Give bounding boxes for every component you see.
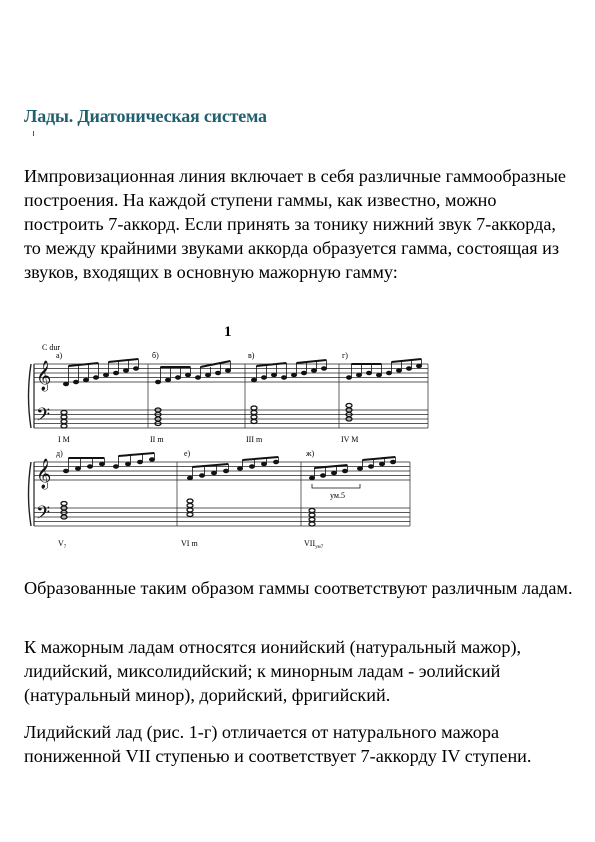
intro-paragraph: Импровизационная линия включает в себя различные гаммообразные построения. На каждой ступени гаммы, как известно, можно построить 7-аккорд. Если принять за тонику нижний звук 7-аккорда, то между крайними звуками аккорда образуется гамма, состоящая из звуков, входящих в основную мажорную гамму: <box>24 166 566 282</box>
score-row-1 <box>29 343 429 444</box>
chord-label-d: IV M <box>341 435 359 444</box>
stray-mark <box>33 131 34 136</box>
scale-run-c <box>251 360 326 382</box>
section-letter-g: ж) <box>306 449 315 458</box>
treble-clef-icon: 𝄞 <box>36 459 52 488</box>
scale-run-g <box>309 457 395 480</box>
chord-label-f: VI m <box>181 539 198 548</box>
section-letter-a: а) <box>56 351 63 360</box>
chord-label-a: I M <box>58 435 70 444</box>
page-title: Лады. Диатоническая система <box>24 106 267 126</box>
treble-clef-icon: 𝄞 <box>36 361 52 390</box>
chord-label-c: III m <box>246 435 263 444</box>
scale-run-d <box>346 359 421 379</box>
figure-number: 1 <box>224 324 232 340</box>
interval-label: ум.5 <box>330 491 345 500</box>
section-letter-d: г) <box>342 351 348 360</box>
mode-classes-paragraph: К мажорным ладам относятся ионийский (натуральный мажор), лидийский, миксолидийский; к минорным ладам - эолийский (натуральный минор), дорийский, фригийский. <box>24 637 522 705</box>
lydian-paragraph: Лидийский лад (рис. 1-г) отличается от натурального мажора пониженной VII ступенью и соответствует 7-аккорду IV ступени. <box>24 722 532 766</box>
section-letter-f: е) <box>184 449 191 458</box>
section-letter-b: б) <box>152 351 159 360</box>
chord-label-e: $V_7$ <box>58 539 67 550</box>
bass-chords-row-1 <box>61 404 352 429</box>
key-label: C dur <box>42 343 60 352</box>
scale-run-b <box>155 361 230 384</box>
chord-label-g: $VII_{ум7}$ <box>304 539 324 550</box>
music-score-figure <box>24 338 434 558</box>
modes-result-paragraph: Образованные таким образом гаммы соответствуют различным ладам. <box>24 578 573 598</box>
bass-clef-icon: 𝄢 <box>36 502 51 527</box>
bass-clef-icon: 𝄢 <box>36 404 51 429</box>
section-letter-c: в) <box>248 351 255 360</box>
scale-run-f <box>187 457 278 480</box>
interval-bracket <box>312 484 360 488</box>
section-letter-e: д) <box>56 449 63 458</box>
score-row-2 <box>29 449 411 550</box>
scale-run-e <box>63 453 154 473</box>
chord-label-b: II m <box>150 435 164 444</box>
